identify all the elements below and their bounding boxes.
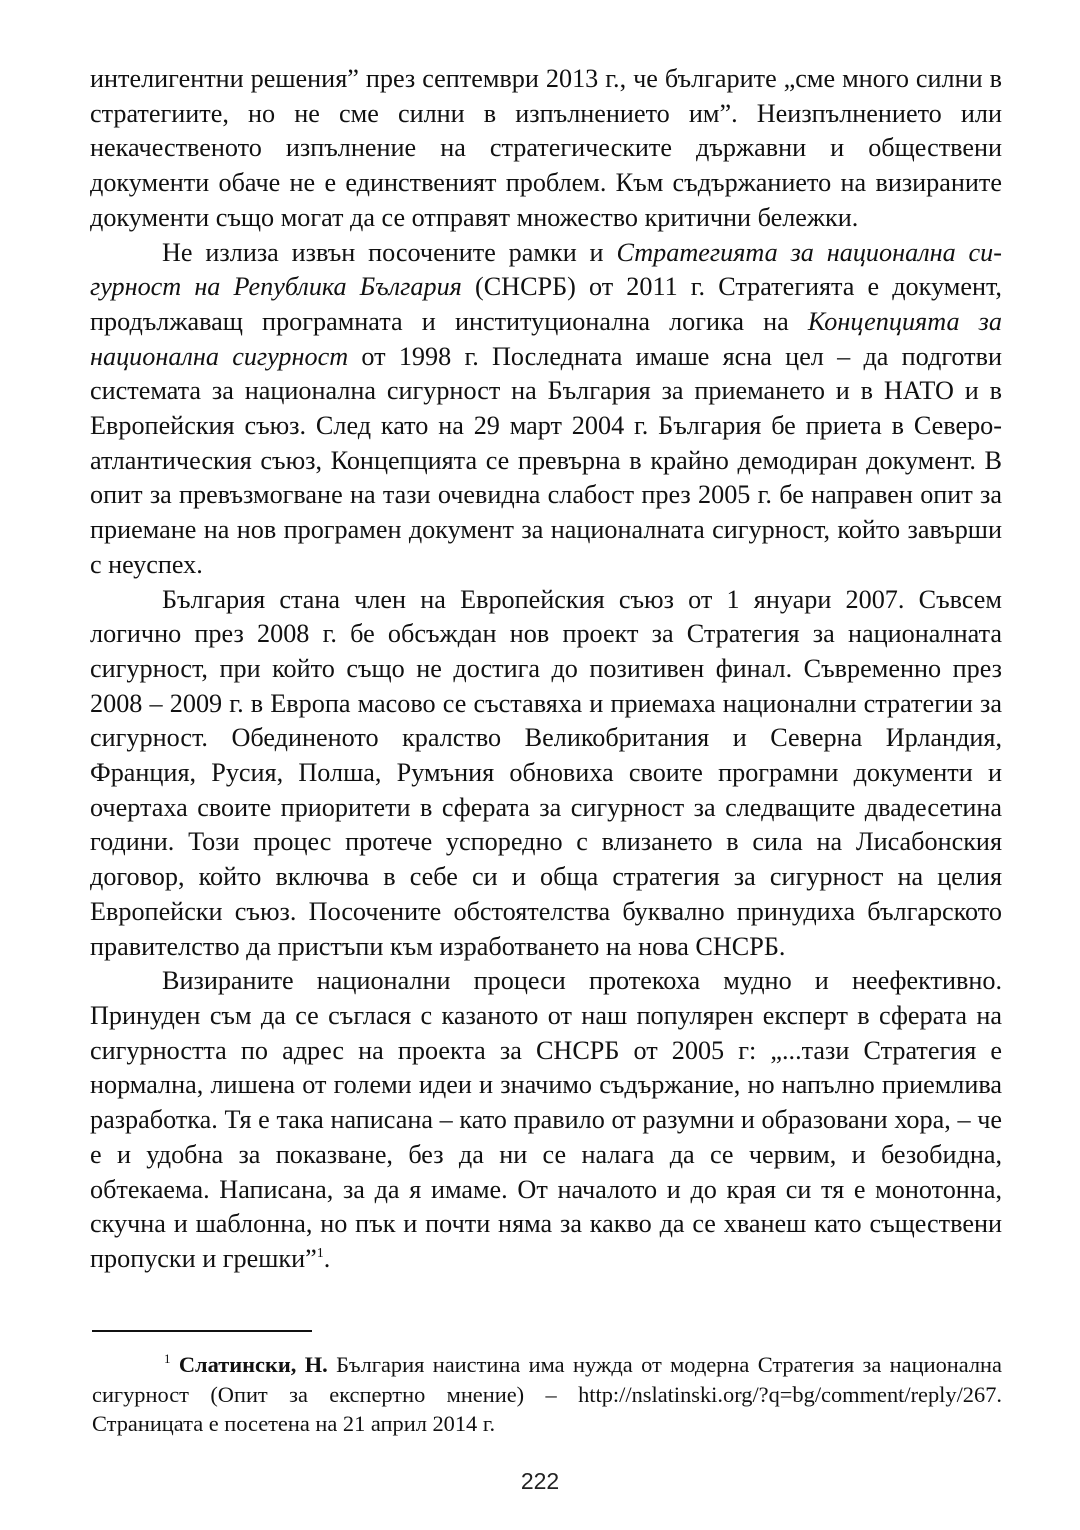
paragraph-1: интелигентни решения” през септември 2013 г., че българите „сме много силни в стратегиите, но не сме силни в изпълнението им”. Неизпълнението или некачественото изпълнение на стратегическите държавни и обществени документи обаче не е единственият проблем. Към съдържанието на визираните документи също могат да се отправят множество критични бележки.: [90, 64, 1002, 232]
paragraph-2: [90, 236, 1002, 583]
paragraph-4: [90, 964, 1002, 1276]
strategy-title-italic: Стратегията за национална сигурност на Република България: [90, 237, 1002, 302]
footnote-separator: [92, 1330, 312, 1332]
footnote-reference[interactable]: 1: [316, 1245, 324, 1261]
footnote-number: 1: [164, 1351, 171, 1366]
paragraph-2-text-b: (СНСРБ) от 2011 г. Стратегията е документ, продължаващ програмната и институционална логика на: [90, 272, 1002, 336]
paragraph-2-text-a: Не излиза извън посочените рамки и: [162, 237, 617, 267]
paragraph-3: България стана член на Европейския съюз от 1 януари 2007. Съвсем логично през 2008 г. бе обсъждан нов проект за Стратегия за националната сигурност, при който също не достига до позитивен финал. Съвременно през 2008 – 2009 г. в Европа масово се съставяха и приемаха национални стратегии за сигурност. Обединеното кралство Великобритания и Северна Ирландия, Франция, Русия, Полша, Румъния обновиха своите програмни документи и очертаха своите приоритети в сферата за сигурност за следващите двадесетина години. Този процес протече успоредно с влизането в сила на Лисабонския договор, който включва в себе си и обща стратегия за сигурност на целия Европейски съюз. Посочените обстоятелства буквално принудиха българското правителство да пристъпи към изработването на нова СНСРБ.: [90, 584, 1002, 961]
footnote-1: [92, 1350, 1002, 1439]
footnote-text: България наистина има нужда от модерна Стратегия за национална сигурност (Опит за експертно мнение) – http://nslatinski.org/?q=bg/comment/reply/267. Страницата е посетена на 21 април 2014 г.: [92, 1352, 1002, 1436]
page-number: 222: [520, 1468, 560, 1494]
paragraph-4-end: .: [323, 1243, 331, 1273]
paragraph-2-text-c: от 1998 г. Последната имаше ясна цел – да подготви системата за национална сигурност на България за приемането и в НАТО и в Европейския съюз. След като на 29 март 2004 г. България бе приета в Североатлантическия съюз, Концепцията се превърна в крайно демодиран документ. В опит за превъзмогване на тази очевидна слабост през 2005 г. бе направен опит за приемане на нов програмен документ за националната сигурност, който завърши с неуспех.: [90, 341, 1002, 579]
paragraph-4-text: Визираните национални процеси протекоха мудно и неефективно. Принуден съм да се съглася с казаното от наш популярен експерт в сферата на сигурността по адрес на проекта за СНСРБ от 2005 г: „...тази Стратегия е нормална, лишена от големи идеи и значимо съдържание, но напълно приемлива разработка. Тя е така написана – като правило от разумни и образовани хора, – че е и удобна за показване, без да ни се налага да се червим, и безобидна, обтекаема. Написана, за да я имаме. От началото и до края си тя е монотонна, скучна и шаблонна, но пък и почти няма за какво да се хванеш като съществени пропуски и грешки”: [90, 966, 1002, 1273]
main-text: [90, 62, 1002, 1277]
footnote-author: Слатински, Н.: [178, 1352, 328, 1377]
concept-title-italic: Концепцията за национална сигурност: [90, 306, 1002, 371]
